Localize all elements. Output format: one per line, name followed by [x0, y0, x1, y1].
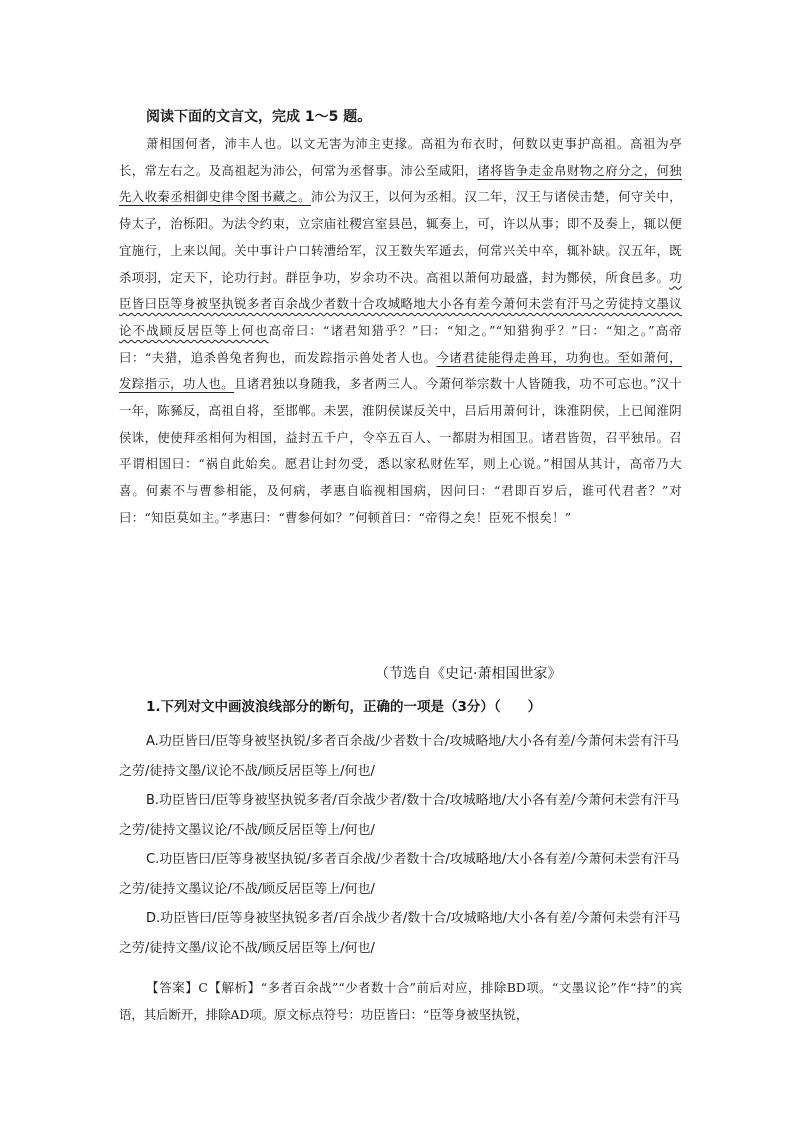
passage-text-4: 且诸君独以身随我，多者两三人。今萧何举宗数十人皆随我，功不可忘也。”汉十一年，陈豨反，高祖自将，至邯郸。未罢，淮阴侯谋反关中，吕后用萧何计，诛淮阴侯，上已闻淮阴侯诛，使使拜丞相何为相国，益封五千户，令卒五百人、一都尉为相国卫。诸君皆贺，召平独吊。召平谓相国曰：“祸自此始矣。愿君让封勿受，悉以家私财佐军，则上心说。”相国从其计，高帝乃大喜。何素不与曹参相能，及何病，孝惠自临视相国病，因问曰：“君即百岁后，谁可代君者？”对曰：“知臣莫如主。”孝惠曰：“曹参何如？”何顿首曰：“帝得之矣！臣死不恨矣！”: [119, 376, 683, 525]
passage-text-3: 高帝曰：“诸君知猎乎？”曰：“知之。”“知猎狗乎？”曰：“知之。”高帝曰：“夫猎，追杀兽兔者狗也，而发踪指示兽处者人也。: [119, 322, 682, 365]
answer-tag: 【答案】: [146, 980, 199, 995]
section-heading: 阅读下面的文言文，完成 1～5 题。: [146, 109, 372, 125]
question-stem: 1.下列对文中画波浪线部分的断句，正确的一项是（3分）（ ）: [146, 699, 542, 715]
passage-paragraph: [119, 131, 682, 532]
classical-passage: [119, 131, 682, 532]
analysis-tag: 【解析】: [207, 980, 261, 995]
analysis-text: “多者百余战”“少者数十合”前后对应，排除BD项。“文墨议论”作“持”的宾语，其后断开，排除AD项。原文标点符号：功臣皆曰：“臣等身被坚执锐，: [119, 980, 682, 1022]
answer-letter: C: [198, 980, 208, 995]
option-c: C.功臣皆曰/臣等身被坚执锐/多者百余战/少者数十合/攻城略地/大小各有差/今萧何未尝有汗马之劳/徒持文墨议论/不战/顾反居臣等上/何也/: [119, 852, 680, 897]
passage-text-1: 萧相国何者，沛丰人也。以文无害为沛主吏掾。高祖为布衣时，何数以吏事护高祖。高祖为亭长，常左右之。及高祖起为沛公，何常为丞督事。沛公至咸阳，: [119, 136, 682, 178]
option-b: B.功臣皆曰/臣等身被坚执锐多者/百余战少者/数十合/攻城略地/大小各有差/今萧何未尝有汗马之劳/徒持文墨议论/不战/顾反居臣等上/何也/: [119, 793, 680, 838]
answer-paragraph: [119, 975, 682, 1028]
wavy-underlined-sentence: 功臣皆曰臣等身被坚执锐多者百余战少者数十合攻城略地大小各有差今萧何未尝有汗马之劳徒持文墨议论不战顾反居臣等上何也: [119, 269, 682, 338]
answer-options: [119, 727, 682, 963]
straight-underlined-sentence-2: 今诸君徒能得走兽耳，功狗也。至如萧何，发踪指示，功人也。: [119, 349, 682, 392]
straight-underlined-sentence-1: 诸将皆争走金帛财物之府分之，何独先入收秦丞相御史律令图书藏之。: [119, 162, 682, 205]
option-d: D.功臣皆曰/臣等身被坚执锐多者/百余战少者/数十合/攻城略地/大小各有差/今萧何未尝有汗马之劳/徒持文墨/议论不战/顾反居臣等上/何也/: [119, 911, 681, 956]
answer-explanation: [119, 975, 682, 1028]
passage-text-2: 沛公为汉王，以何为丞相。汉二年，汉王与诸侯击楚，何守关中，侍太子，治栎阳。为法令约束，立宗庙社稷宫室县邑，辄奏上，可，许以从事；即不及奏上，辄以便宜施行，上来以闻。关中事计户口转漕给军，汉王数失军遁去，何常兴关中卒，辄补缺。汉五年，既杀项羽，定天下，论功行封。群臣争功，岁余功不决。高祖以萧何功最盛，封为酂侯，所食邑多。: [119, 189, 682, 285]
passage-source: （节选自《史记·萧相国世家》: [375, 666, 562, 682]
option-a: A.功臣皆曰/臣等身被坚执锐/多者百余战/少者数十合/攻城略地/大小各有差/今萧何未尝有汗马之劳/徒持文墨/议论不战/顾反居臣等上/何也/: [119, 734, 680, 779]
